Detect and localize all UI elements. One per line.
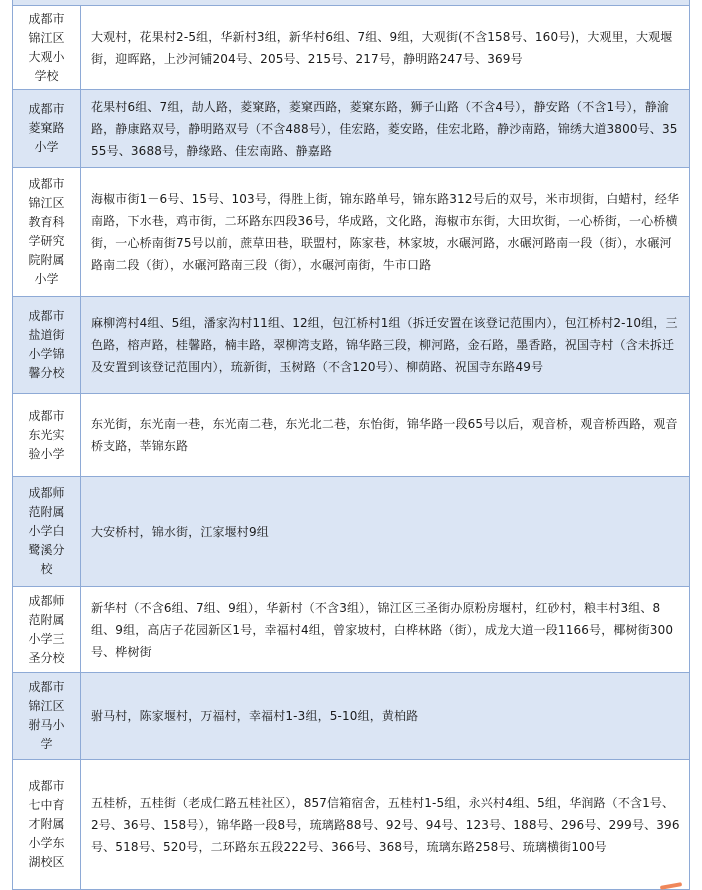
table-row — [13, 168, 689, 297]
school-name-cell: 成都市盐道街小学锦馨分校 — [13, 297, 81, 393]
enrollment-area-text: 麻柳湾村4组、5组，潘家沟村11组、12组，包江桥村1组（拆迁安置在该登记范围内），包江桥村2-10组，三色路，榕声路，桂馨路，楠丰路，翠柳湾支路，锦华路三段，柳河路，金石路，墨香路，祝国寺村（含未拆迁及安置到该登记范围内），琉新街，玉树路（不含120号）、柳荫路、祝国寺东路49号 — [91, 316, 678, 374]
school-name-cell: 成都市东光实验小学 — [13, 394, 81, 476]
school-name-cell: 成都市锦江区驸马小学 — [13, 673, 81, 759]
enrollment-area-text: 五桂桥，五桂街（老成仁路五桂社区），857信箱宿舍，五桂村1-5组，永兴村4组、5组，华润路（不含1号、2号、36号、158号），锦华路一段8号，琉璃路88号、92号、94号、123号、188号、296号、299号、396号、518号、520号，二环路东五段222号、366号、368号，琉璃东路258号、琉璃横街100号 — [91, 795, 680, 854]
enrollment-area-cell — [81, 297, 689, 393]
table-row — [13, 587, 689, 673]
school-name-cell: 成都师范附属小学三圣分校 — [13, 587, 81, 672]
table-row — [13, 394, 689, 477]
enrollment-area-cell — [81, 6, 689, 89]
table-row — [13, 673, 689, 760]
school-name-cell: 成都市锦江区教育科学研究院附属小学 — [13, 168, 81, 296]
enrollment-area-cell — [81, 673, 689, 759]
school-name-cell: 成都市菱窠路小学 — [13, 90, 81, 167]
enrollment-area-text: 花果村6组、7组，劼人路，菱窠路，菱窠西路，菱窠东路，狮子山路（不含4号），静安路（不含1号），静渝路，静康路双号，静明路双号（不含488号），佳宏路，菱安路，佳宏北路，静沙南路，锦绣大道3800号、3555号、3688号，静缘路、佳宏南路、静嘉路 — [91, 99, 678, 158]
table-row — [13, 6, 689, 90]
enrollment-area-text: 新华村（不含6组、7组、9组），华新村（不含3组），锦江区三圣街办原粉房堰村，红砂村，粮丰村3组、8组、9组，高店子花园新区1号，幸福村4组，曾家坡村，白桦林路（街），成龙大道一段1166号，椰树街300号、桦树街 — [91, 600, 674, 659]
school-name-cell: 成都市七中育才附属小学东湖校区 — [13, 760, 81, 889]
table-row — [13, 760, 689, 890]
table-row — [13, 477, 689, 587]
enrollment-area-cell — [81, 90, 689, 167]
enrollment-area-cell — [81, 587, 689, 672]
enrollment-area-cell — [81, 394, 689, 476]
enrollment-area-table — [12, 0, 690, 890]
table-row — [13, 90, 689, 168]
enrollment-area-text: 东光街，东光南一巷，东光南二巷，东光北二巷，东怡街，锦华路一段65号以后，观音桥，观音桥西路，观音桥支路，莘锦东路 — [91, 417, 678, 453]
enrollment-area-text: 海椒市街1－6号、15号、103号，得胜上街，锦东路单号，锦东路312号后的双号，米市坝街，白蜡村，经华南路，下水巷，鸡市街，二环路东四段36号，华成路，文化路，海椒市东街，大田坎街，一心桥街，一心桥横街，一心桥南街75号以前，蔗草田巷，联盟村，陈家巷，林家坡，水碾河路，水碾河路南一段（街），水碾河路南二段（街），水碾河路南三段（街），水碾河南街，牛市口路 — [91, 192, 680, 272]
enrollment-area-text: 驸马村，陈家堰村，万福村，幸福村1-3组，5-10组，黄柏路 — [91, 709, 419, 723]
school-name-cell: 成都市锦江区大观小学校 — [13, 6, 81, 89]
table-row — [13, 297, 689, 394]
enrollment-area-cell — [81, 477, 689, 586]
school-name-cell: 成都师范附属小学白鹭溪分校 — [13, 477, 81, 586]
enrollment-area-text: 大安桥村，锦水街，江家堰村9组 — [91, 524, 269, 539]
enrollment-area-cell — [81, 168, 689, 296]
enrollment-area-cell — [81, 760, 689, 889]
enrollment-area-text: 大观村，花果村2-5组，华新村3组，新华村6组、7组、9组，大观街(不含158号、160号)，大观里，大观堰街，迎晖路，上沙河铺204号、205号、215号、217号，静明路247号、369号 — [91, 29, 673, 66]
